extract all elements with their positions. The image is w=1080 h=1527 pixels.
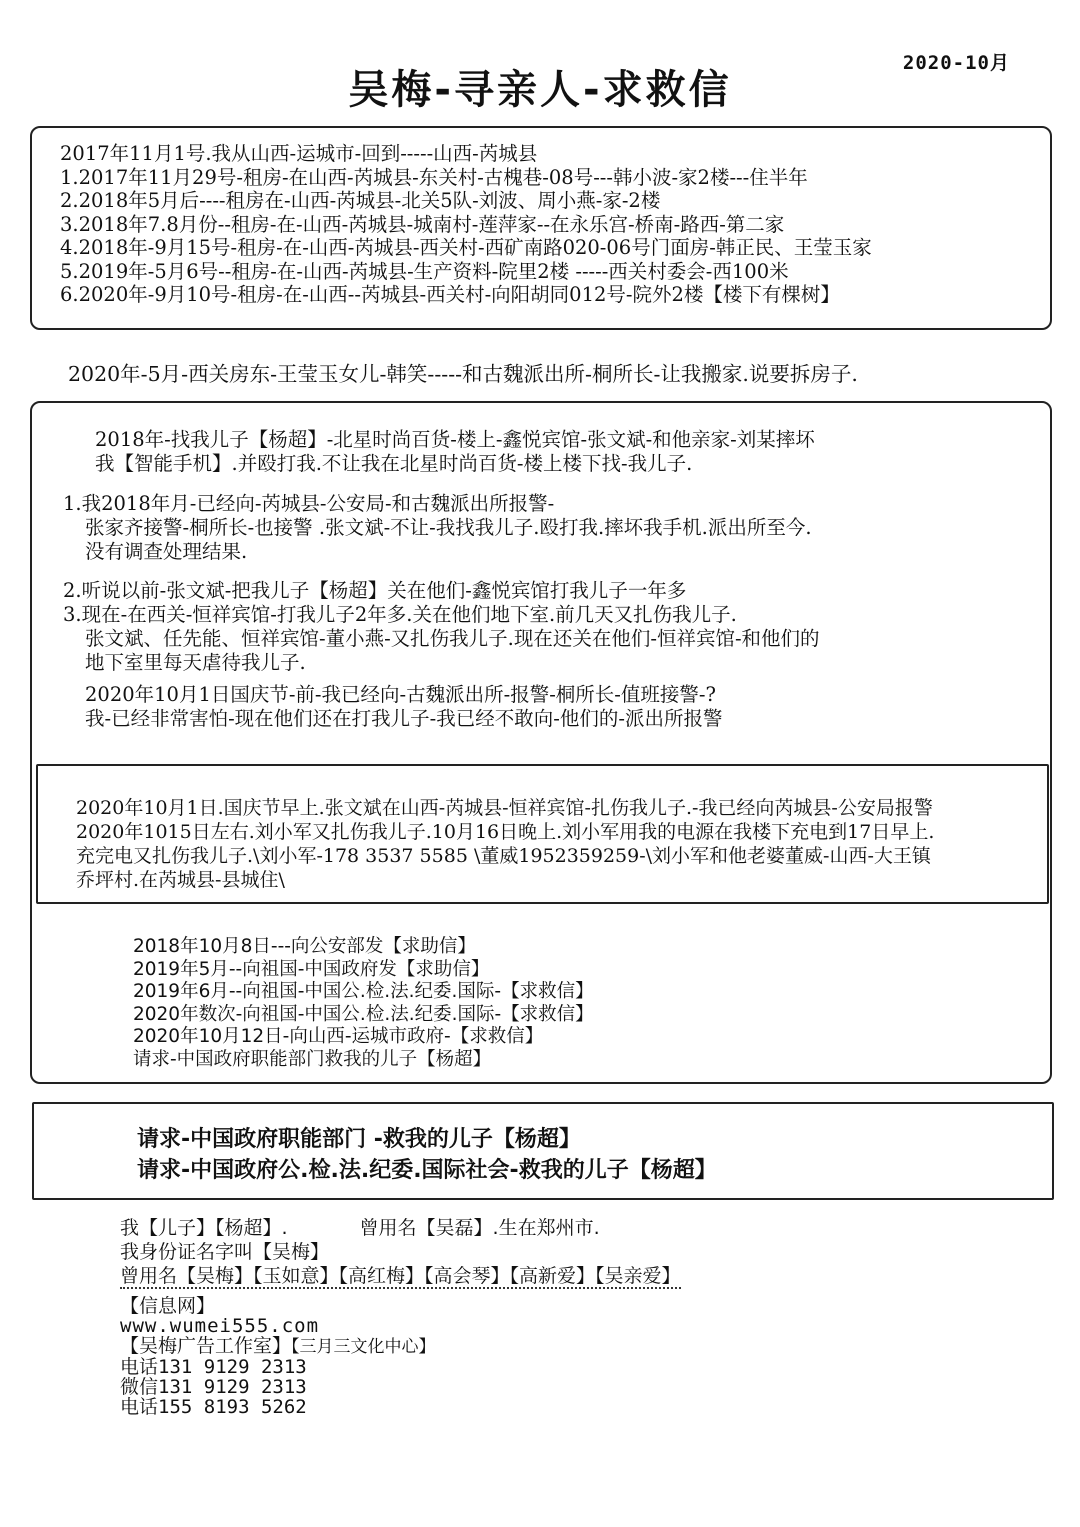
eviction-note: 2020年-5月-西关房东-王莹玉女儿-韩笑-----和古魏派出所-桐所长-让我搬家.说要拆房子. bbox=[68, 362, 858, 386]
point-1-line: 1.我2018年月-已经向-芮城县-公安局-和古魏派出所报警- bbox=[63, 492, 555, 515]
appeal-line: 请求-中国政府职能部门 -救我的儿子【杨超】 bbox=[137, 1127, 581, 1152]
info-label: 【信息网】 bbox=[120, 1295, 216, 1317]
story-intro-line: 我【智能手机】.并殴打我.不让我在北星时尚百货-楼上楼下找-我儿子. bbox=[95, 452, 693, 475]
letter-sent-item: 2018年10月8日---向公安部发【求助信】 bbox=[133, 936, 476, 957]
residence-line: 4.2018年-9月15号-租房-在-山西-芮城县-西关村-西矿南路020-06号门面房-韩正民、王莹玉家 bbox=[60, 236, 872, 259]
story-points-2-3 bbox=[63, 579, 820, 675]
appeal-lines bbox=[137, 1124, 717, 1186]
studio-name: 【吴梅广告工作室】 bbox=[120, 1335, 292, 1357]
letters-sent-list bbox=[133, 936, 594, 1071]
story-point-1 bbox=[63, 492, 812, 564]
residence-line: 5.2019年-5月6号--租房-在-山西-芮城县-生产资料-院里2楼 -----西关村委会-西100米 bbox=[60, 259, 789, 283]
letter-sent-item: 2020年10月12日-向山西-运城市政府-【求救信】 bbox=[133, 1026, 544, 1047]
point-1-line: 张家齐接警-桐所长-也接警 .张文斌-不让-我找我儿子.殴打我.摔坏我手机.派出所至今. bbox=[85, 516, 812, 539]
letter-sent-item: 2019年6月--向祖国-中国公.检.法.纪委.国际-【求救信】 bbox=[133, 981, 594, 1002]
point-3-line: 张文斌、任先能、恒祥宾馆-董小燕-又扎伤我儿子.现在还关在他们-恒祥宾馆-和他们的 bbox=[85, 627, 820, 650]
point-2-line: 2.听说以前-张文斌-把我儿子【杨超】关在他们-鑫悦宾馆打我儿子一年多 bbox=[63, 579, 687, 602]
story-intro-line: 2018年-找我儿子【杨超】-北星时尚百货-楼上-鑫悦宾馆-张文斌-和他亲家-刘某摔坏 bbox=[95, 428, 815, 451]
son-line bbox=[120, 1216, 681, 1240]
incident-line: 乔坪村.在芮城县-县城住\ bbox=[76, 869, 285, 891]
residence-line: 1.2017年11月29号-租房-在山西-芮城县-东关村-古槐巷-08号---韩小波-家2楼---住半年 bbox=[60, 165, 808, 189]
phone-1: 电话131 9129 2313 bbox=[120, 1356, 307, 1378]
son-name: 我【儿子】【杨超】. bbox=[120, 1217, 288, 1239]
point-1-line: 没有调查处理结果. bbox=[85, 540, 248, 563]
wechat: 微信131 9129 2313 bbox=[120, 1376, 307, 1398]
incident-line: 2020年10月1日.国庆节早上.张文斌在山西-芮城县-恒祥宾馆-扎伤我儿子.-我已经向芮城县-公安局报警 bbox=[76, 797, 933, 819]
national-day-line: 我-已经非常害怕-现在他们还在打我儿子-我已经不敢向-他们的-派出所报警 bbox=[85, 707, 723, 730]
point-3-line: 地下室里每天虐待我儿子. bbox=[85, 651, 306, 674]
point-3-line: 3.现在-在西关-恒祥宾馆-打我儿子2年多.关在他们地下室.前几天又扎伤我儿子. bbox=[63, 603, 737, 626]
culture-center: 【三月三文化中心】 bbox=[291, 1337, 436, 1357]
phone-2: 电话155 8193 5262 bbox=[120, 1396, 307, 1418]
website-link[interactable]: www.wumei555.com bbox=[120, 1315, 320, 1337]
national-day-report bbox=[85, 683, 722, 731]
residence-line: 3.2018年7.8月份--租房-在-山西-芮城县-城南村-莲萍家--在永乐宫-桥南-路西-第二家 bbox=[60, 212, 785, 236]
letter-sent-item: 2019年5月--向祖国-中国政府发【求助信】 bbox=[133, 958, 490, 980]
contact-section bbox=[120, 1216, 681, 1289]
residence-line: 2.2018年5月后----租房在-山西-芮城县-北关5队-刘波、周小燕-家-2楼 bbox=[60, 189, 661, 212]
incident-details bbox=[76, 796, 934, 892]
page-title: 吴梅-寻亲人-求救信 bbox=[348, 67, 732, 113]
info-section bbox=[120, 1296, 436, 1417]
son-alias: 曾用名【吴磊】.生在郑州市. bbox=[359, 1217, 600, 1239]
letter-date: 2020-10月 bbox=[902, 52, 1010, 74]
residence-history-list bbox=[60, 142, 872, 307]
national-day-line: 2020年10月1日国庆节-前-我已经向-古魏派出所-报警-桐所长-值班接警-? bbox=[85, 683, 716, 706]
story-intro bbox=[95, 428, 815, 476]
residence-line: 6.2020年-9月10号-租房-在-山西--芮城县-西关村-向阳胡同012号-院外2楼【楼下有棵树】 bbox=[60, 283, 840, 306]
incident-line: 2020年1015日左右.刘小军又扎伤我儿子.10月16日晚上.刘小军用我的电源在我楼下充电到17日早上. bbox=[76, 821, 935, 843]
letter-sent-item: 2020年数次-向祖国-中国公.检.法.纪委.国际-【求救信】 bbox=[133, 1003, 594, 1025]
incident-line: 充完电又扎伤我儿子.\刘小军-178 3537 5585 \董威1952359259-\刘小军和他老婆董威-山西-大王镇 bbox=[76, 845, 931, 867]
id-name: 我身份证名字叫【吴梅】 bbox=[120, 1241, 330, 1263]
appeal-line: 请求-中国政府公.检.法.纪委.国际社会-救我的儿子【杨超】 bbox=[137, 1158, 717, 1183]
residence-line: 2017年11月1号.我从山西-运城市-回到-----山西-芮城县 bbox=[60, 142, 538, 165]
letter-sent-item: 请求-中国政府职能部门救我的儿子【杨超】 bbox=[133, 1048, 492, 1070]
alias-list: 曾用名【吴梅】【玉如意】【高红梅】【高会琴】【高新爱】【吴亲爱】 bbox=[120, 1265, 681, 1287]
studio-line bbox=[120, 1336, 436, 1357]
